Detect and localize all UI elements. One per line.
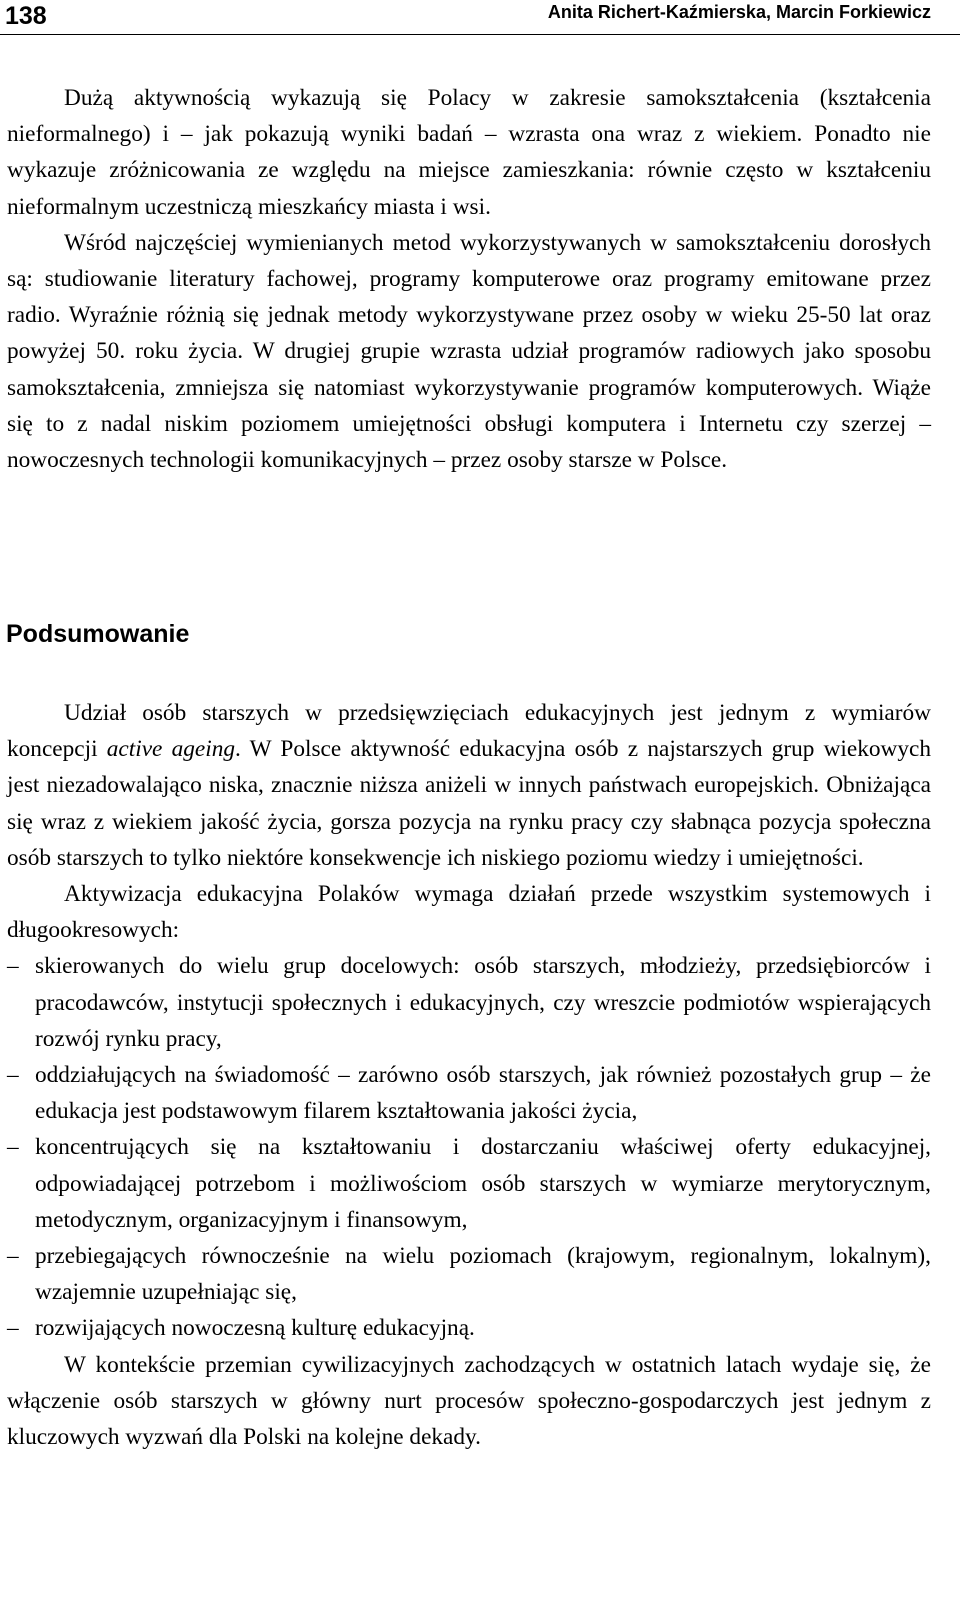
body-section-2 bbox=[7, 695, 931, 1455]
paragraph: Aktywizacja edukacyjna Polaków wymaga działań przede wszystkim systemowych i długookresowych: bbox=[7, 881, 931, 944]
list-item: – skierowanych do wielu grup docelowych: osób starszych, młodzieży, przedsiębiorców i pracodawców, instytucji społecznych i edukacyjnych, czy wreszcie podmiotów wspierających rozwój rynku pracy, bbox=[7, 948, 931, 1057]
list-item: – rozwijających nowoczesną kulturę edukacyjną. bbox=[7, 1310, 931, 1346]
running-header-authors: Anita Richert-Kaźmierska, Marcin Forkiewicz bbox=[547, 2, 931, 22]
list-item: – oddziałujących na świadomość – zarówno osób starszych, jak również pozostałych grup – że edukacja jest podstawowym filarem kształtowania jakości życia, bbox=[7, 1057, 931, 1129]
paragraph: Udział osób starszych w przedsięwzięciach edukacyjnych jest jednym z wymiarów koncepcji active ageing. W Polsce aktywność edukacyjna osób z najstarszych grup wiekowych jest niezadowalająco niska, znacznie niższa aniżeli w innych państwach europejskich. Obniżająca się wraz z wiekiem jakość życia, gorsza pozycja na rynku pracy czy słabnąca pozycja społeczna osób starszych to tylko niektóre konsekwencje ich niskiego poziomu wiedzy i umiejętności. bbox=[7, 700, 931, 871]
paragraph: Wśród najczęściej wymienianych metod wykorzystywanych w samokształceniu dorosłych są: studiowanie literatury fachowej, programy komputerowe oraz programy emitowane przez radio. Wyraźnie różnią się jednak metody wykorzystywane przez osoby w wieku 25-50 lat oraz powyżej 50. roku życia. W drugiej grupie wzrasta udział programów radiowych jako sposobu samokształcenia, zmniejsza się natomiast wykorzystywanie programów komputerowych. Wiąże się to z nadal niskim poziomem umiejętności obsługi komputera i Internetu czy szerzej – nowoczesnych technologii komunikacyjnych – przez osoby starsze w Polsce. bbox=[7, 229, 931, 474]
dash-bullet: – bbox=[7, 953, 19, 980]
section-heading: Podsumowanie bbox=[6, 620, 190, 648]
running-header bbox=[0, 0, 960, 35]
dash-bullet: – bbox=[7, 1315, 19, 1342]
list-item: – przebiegających równocześnie na wielu poziomach (krajowym, regionalnym, lokalnym), wzajemnie uzupełniając się, bbox=[7, 1238, 931, 1310]
italic-term: active ageing bbox=[106, 736, 236, 763]
paragraph: Dużą aktywnością wykazują się Polacy w zakresie samokształcenia (kształcenia nieformalnego) i – jak pokazują wyniki badań – wzrasta ona wraz z wiekiem. Ponadto nie wykazuje zróżnicowania ze względu na miejsce zamieszkania: równie często w kształceniu nieformalnym uczestniczą mieszkańcy miasta i wsi. bbox=[7, 85, 931, 220]
body-section-1 bbox=[7, 80, 931, 478]
dash-bullet: – bbox=[7, 1243, 19, 1270]
list-item: – koncentrujących się na kształtowaniu i dostarczaniu właściwej oferty edukacyjnej, odpowiadającej potrzebom i możliwościom osób starszych w wymiarze merytorycznym, metodycznym, organizacyjnym i finansowym, bbox=[7, 1129, 931, 1238]
page-number: 138 bbox=[5, 2, 47, 30]
dash-bullet: – bbox=[7, 1062, 19, 1089]
dash-list bbox=[7, 948, 931, 1346]
dash-bullet: – bbox=[7, 1134, 19, 1161]
paragraph: W kontekście przemian cywilizacyjnych zachodzących w ostatnich latach wydaje się, że włączenie osób starszych w główny nurt procesów społeczno-gospodarczych jest jednym z kluczowych wyzwań dla Polski na kolejne dekady. bbox=[7, 1351, 931, 1451]
